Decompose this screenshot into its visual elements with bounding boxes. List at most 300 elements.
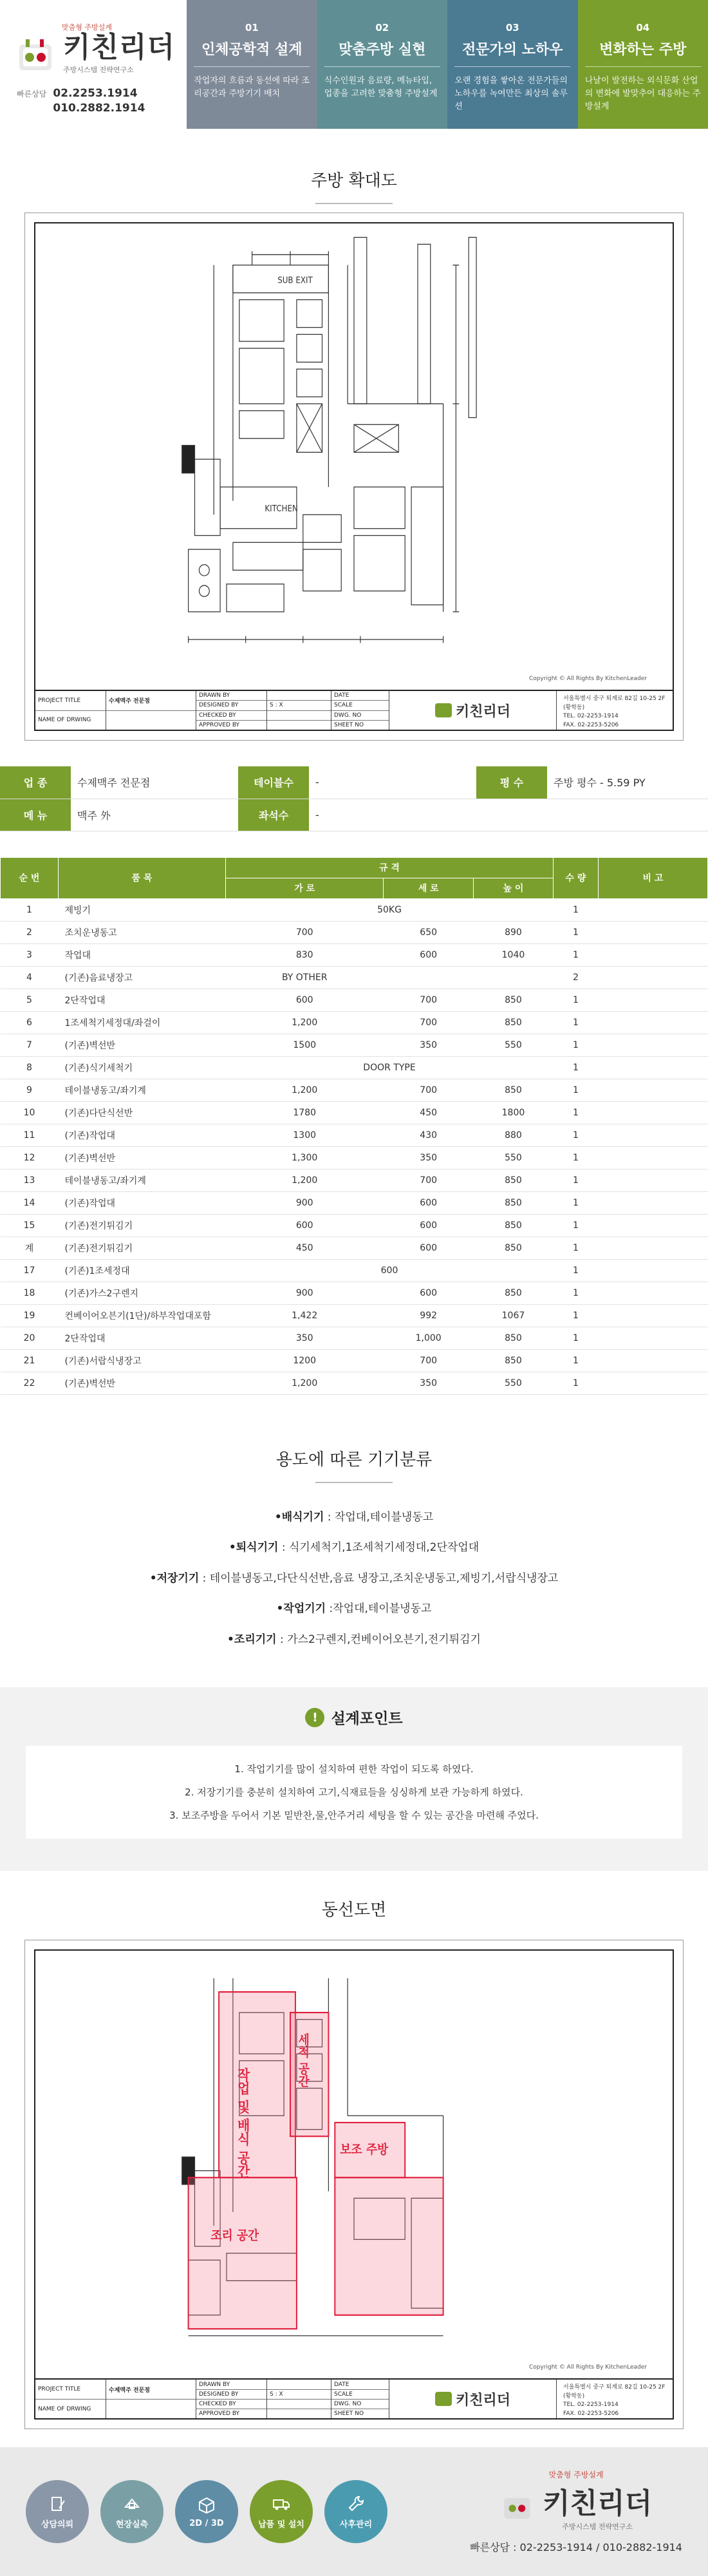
spec-cell-depth: 450 — [384, 1101, 474, 1124]
footer-phone[interactable]: 빠른상담 : 02-2253-1914 / 010-2882-1914 — [470, 2541, 682, 2553]
spec-cell-note — [599, 1034, 708, 1056]
fax-text: FAX. 02-2253-5206 — [563, 2410, 619, 2417]
spec-cell-qty: 1 — [554, 1349, 599, 1372]
zone-label-washing: 세척 공간 — [296, 2033, 310, 2088]
spec-cell-width: 1500 — [226, 1034, 384, 1056]
info-value-area: 주방 평수 - 5.59 PY — [547, 766, 708, 799]
spec-cell-height: 850 — [473, 1214, 553, 1236]
spec-cell-width: 600 — [226, 989, 384, 1011]
spec-cell-note — [599, 1327, 708, 1349]
spec-cell-qty: 1 — [554, 943, 599, 966]
spec-row — [1, 1349, 708, 1372]
tb-meta — [331, 691, 389, 730]
step-survey-button[interactable] — [100, 2480, 163, 2543]
spec-cell-depth: 700 — [384, 989, 474, 1011]
phone-number-2[interactable]: 010.2882.1914 — [53, 101, 145, 115]
spec-cell-depth: 430 — [384, 1124, 474, 1146]
tb-logo-icon — [435, 2392, 452, 2406]
feature-panel-1 — [187, 0, 317, 129]
footer-brand — [470, 2469, 708, 2554]
spec-cell-note — [599, 1169, 708, 1191]
spec-row — [1, 1169, 708, 1191]
scale-value: S : X — [267, 701, 331, 710]
zone-label-cooking: 조리 공간 — [210, 2229, 259, 2244]
footer-subtitle: 주방시스템 전략연구소 — [562, 2523, 633, 2531]
spec-cell-item: (기존)음료냉장고 — [59, 966, 226, 989]
fax-text: FAX. 02-2253-5206 — [563, 721, 619, 728]
spec-cell-width: 700 — [226, 921, 384, 943]
step-label: 현장실측 — [115, 2519, 149, 2530]
step-aftercare-button[interactable] — [324, 2480, 387, 2543]
spec-cell-width: BY OTHER — [226, 966, 384, 989]
info-row-2 — [0, 799, 708, 831]
spec-cell-depth: 700 — [384, 1349, 474, 1372]
spec-cell-note — [599, 1191, 708, 1214]
logo-row[interactable] — [17, 33, 187, 75]
spec-cell-depth — [384, 966, 474, 989]
design-point-item: 2. 저장기기를 충분히 설치하여 고기,식재료들을 싱싱하게 보관 가능하게 하였다. — [185, 1786, 523, 1799]
panel-description: 작업자의 흐름과 동선에 따라 조리공간과 주방기기 배치 — [194, 76, 310, 99]
tb-brand-name: 키친리더 — [455, 703, 510, 720]
panel-description: 오랜 경험을 쌓아온 전문가들의 노하우를 녹여만든 최상의 솔루션 — [454, 76, 568, 112]
section-kitchen-detail-header — [0, 129, 708, 213]
spec-cell-depth: 600 — [384, 1236, 474, 1259]
spec-cell-merged: 600 — [226, 1259, 554, 1282]
spec-cell-note — [599, 1214, 708, 1236]
spec-cell-item: 테이블냉동고/좌기계 — [59, 1169, 226, 1191]
spec-cell-no: 8 — [1, 1056, 59, 1079]
phone-number-1[interactable]: 02.2253.1914 — [53, 87, 138, 100]
info-label-area: 평 수 — [476, 766, 547, 799]
spec-row — [1, 1124, 708, 1146]
spec-cell-width: 830 — [226, 943, 384, 966]
panel-title: 인체공학적 설계 — [201, 42, 303, 58]
panel-description: 식수인원과 음료량, 메뉴타입, 업종을 고려한 맞춤형 주방설계 — [324, 76, 438, 99]
spec-cell-qty: 1 — [554, 1034, 599, 1056]
spec-row — [1, 1079, 708, 1101]
phone-label: 빠른상담 — [17, 90, 47, 99]
zone-label-serving: 작업 및 배식 공간 — [235, 2067, 250, 2179]
spec-cell-height: 850 — [473, 1169, 553, 1191]
checked-by-label: CHECKED BY — [196, 2400, 266, 2409]
spec-cell-depth: 700 — [384, 1011, 474, 1034]
col-header-width: 가 로 — [226, 878, 384, 898]
spec-cell-no: 20 — [1, 1327, 59, 1349]
spec-cell-width: 1,300 — [226, 1146, 384, 1169]
approved-by-label: APPROVED BY — [199, 721, 240, 728]
spec-cell-no: 12 — [1, 1146, 59, 1169]
step-delivery-button[interactable] — [250, 2480, 313, 2543]
design-point-item: 1. 작업기기를 많이 설치하여 편한 작업이 되도록 하였다. — [234, 1763, 474, 1776]
spec-cell-depth: 350 — [384, 1146, 474, 1169]
design-points — [0, 1687, 708, 1871]
spec-cell-width: 1300 — [226, 1124, 384, 1146]
spec-cell-qty: 1 — [554, 1214, 599, 1236]
address-text: 서울특별시 중구 퇴계로 82길 10-25 2F (황학동) — [563, 2384, 666, 2400]
equipment-classification — [0, 1446, 708, 1656]
spec-cell-height: 850 — [473, 1349, 553, 1372]
spec-cell-height: 1800 — [473, 1101, 553, 1124]
spec-cell-merged: 50KG — [226, 898, 554, 921]
classification-list — [0, 1502, 708, 1656]
spec-cell-qty: 1 — [554, 1259, 599, 1282]
spec-cell-no: 6 — [1, 1011, 59, 1034]
drawing-name-label: NAME OF DRWING — [38, 717, 91, 724]
project-title-value: 수제맥주 전문점 — [106, 691, 196, 711]
section-title: 주방 확대도 — [311, 171, 397, 191]
spec-cell-note — [599, 966, 708, 989]
panel-divider — [454, 66, 570, 67]
info-label-business: 업 종 — [0, 766, 71, 799]
info-value-business: 수제맥주 전문점 — [71, 766, 238, 799]
tb-scale — [267, 691, 331, 730]
spec-cell-depth: 992 — [384, 1304, 474, 1327]
project-info-table — [0, 766, 708, 831]
spec-row — [1, 989, 708, 1011]
spec-cell-qty: 1 — [554, 1101, 599, 1124]
spec-cell-no: 13 — [1, 1169, 59, 1191]
spec-cell-note — [599, 1124, 708, 1146]
spec-cell-width: 1,422 — [226, 1304, 384, 1327]
spec-cell-note — [599, 1056, 708, 1079]
project-title-label: PROJECT TITLE — [35, 2380, 106, 2400]
spec-cell-note — [599, 1011, 708, 1034]
spec-cell-note — [599, 1282, 708, 1304]
col-header-qty: 수 량 — [554, 857, 599, 898]
spec-cell-depth: 350 — [384, 1034, 474, 1056]
spec-cell-no: 17 — [1, 1259, 59, 1282]
spec-cell-item: (기존)벽선반 — [59, 1146, 226, 1169]
spec-row — [1, 898, 708, 921]
spec-cell-qty: 2 — [554, 966, 599, 989]
spec-cell-item: (기존)작업대 — [59, 1124, 226, 1146]
wrench-icon — [346, 2494, 366, 2514]
spec-row — [1, 1327, 708, 1349]
spec-row — [1, 1056, 708, 1079]
zone-label-sub-kitchen: 보조 주방 — [340, 2143, 389, 2157]
col-header-note: 비 고 — [599, 857, 708, 898]
spec-cell-qty: 1 — [554, 1282, 599, 1304]
drawn-by-label: DRAWN BY — [196, 691, 266, 701]
spec-cell-height: 880 — [473, 1124, 553, 1146]
kitchen-floor-plan — [24, 213, 684, 741]
spec-cell-no: 3 — [1, 943, 59, 966]
tb-staff — [196, 691, 267, 730]
classification-value: :작업대,테이블냉동고 — [326, 1602, 432, 1616]
spec-cell-height: 850 — [473, 989, 553, 1011]
tb-values — [106, 691, 196, 730]
drawing-title-block — [35, 690, 673, 730]
design-points-title: 설계포인트 — [331, 1710, 403, 1728]
tb-brand — [389, 691, 557, 730]
spec-cell-item: 작업대 — [59, 943, 226, 966]
info-label-seats: 좌석수 — [238, 799, 309, 831]
classification-line — [0, 1502, 708, 1533]
scale-value: S : X — [267, 2390, 331, 2400]
spec-row — [1, 1034, 708, 1056]
spec-cell-depth: 600 — [384, 1214, 474, 1236]
approved-by-label: APPROVED BY — [199, 2410, 240, 2418]
panel-title: 맞춤주방 실현 — [339, 42, 426, 58]
drawing-name-label: NAME OF DRWING — [38, 2405, 91, 2412]
spec-cell-no: 1 — [1, 898, 59, 921]
spec-cell-qty: 1 — [554, 1327, 599, 1349]
step-label: 2D / 3D — [189, 2518, 224, 2528]
date-label: DATE — [331, 2380, 389, 2389]
col-header-no: 순 번 — [1, 857, 59, 898]
spec-header-row — [1, 857, 708, 878]
equipment-spec-table — [0, 857, 708, 1395]
classification-key: • 작업기기 — [277, 1602, 326, 1615]
spec-cell-height: 550 — [473, 1034, 553, 1056]
designed-by-label: DESIGNED BY — [196, 701, 266, 710]
step-label: 납품 및 설치 — [258, 2519, 304, 2530]
project-title-label: PROJECT TITLE — [35, 691, 106, 711]
scale-label: SCALE — [331, 2390, 389, 2400]
kitchen-label: KITCHEN — [265, 503, 298, 513]
spec-cell-no: 7 — [1, 1034, 59, 1056]
panel-title: 전문가의 노하우 — [462, 42, 563, 58]
spec-cell-note — [599, 1146, 708, 1169]
tb-brand-name: 키친리더 — [455, 2392, 510, 2409]
spec-cell-depth: 600 — [384, 943, 474, 966]
info-value-menu: 맥주 外 — [71, 799, 238, 831]
project-title-value: 수제맥주 전문점 — [106, 2380, 196, 2400]
floor-plan-sheet — [34, 222, 674, 731]
spec-cell-width: 1,200 — [226, 1372, 384, 1394]
spec-cell-note — [599, 1304, 708, 1327]
spec-cell-item: 조치운냉동고 — [59, 921, 226, 943]
spec-row — [1, 1011, 708, 1034]
address-text: 서울특별시 중구 퇴계로 82길 10-25 2F (황학동) — [563, 696, 666, 711]
classification-title-underline — [315, 1482, 393, 1483]
spec-table-body — [1, 898, 708, 1394]
classification-key: • 조리기기 — [227, 1633, 277, 1646]
spec-row — [1, 1259, 708, 1282]
spec-cell-width: 350 — [226, 1327, 384, 1349]
spec-cell-item: (기존)벽선반 — [59, 1372, 226, 1394]
spec-cell-qty: 1 — [554, 1372, 599, 1394]
classification-key: • 퇴식기기 — [229, 1541, 279, 1554]
classification-value: : 작업대,테이블냉동고 — [324, 1510, 434, 1524]
spec-cell-qty: 1 — [554, 1079, 599, 1101]
spec-cell-depth: 350 — [384, 1372, 474, 1394]
tel-text: TEL. 02-2253-1914 — [563, 713, 619, 719]
spec-cell-width: 450 — [226, 1236, 384, 1259]
info-label-menu: 메 뉴 — [0, 799, 71, 831]
spec-cell-item: (기존)벽선반 — [59, 1034, 226, 1056]
classification-line — [0, 1564, 708, 1595]
spec-cell-item: 테이블냉동고/좌기계 — [59, 1079, 226, 1101]
equipment-spec — [0, 857, 708, 1395]
spec-cell-no: 14 — [1, 1191, 59, 1214]
spec-cell-qty: 1 — [554, 1191, 599, 1214]
panel-divider — [324, 66, 440, 67]
sheet-no-label: SHEET NO — [334, 721, 364, 728]
spec-cell-qty: 1 — [554, 1146, 599, 1169]
spec-cell-note — [599, 1079, 708, 1101]
spec-cell-width: 1200 — [226, 1349, 384, 1372]
spec-cell-item: (기존)작업대 — [59, 1191, 226, 1214]
spec-cell-depth: 650 — [384, 921, 474, 943]
classification-value: : 테이블냉동고,다단식선반,음료 냉장고,조치운냉동고,제빙기,서랍식냉장고 — [199, 1571, 559, 1585]
spec-cell-no: 21 — [1, 1349, 59, 1372]
spec-cell-merged: DOOR TYPE — [226, 1056, 554, 1079]
brand-tagline: 맞춤형 주방설계 — [62, 23, 112, 32]
flow-plan-sheet — [34, 1949, 674, 2420]
spec-cell-width: 600 — [226, 1214, 384, 1236]
classification-line — [0, 1594, 708, 1625]
spec-cell-note — [599, 989, 708, 1011]
flow-title-block — [35, 2378, 673, 2418]
spec-cell-height: 850 — [473, 1079, 553, 1101]
spec-cell-no: 10 — [1, 1101, 59, 1124]
feature-panel-4 — [578, 0, 708, 129]
spec-cell-item: (기존)서랍식냉장고 — [59, 1349, 226, 1372]
design-points-header — [0, 1707, 708, 1728]
spec-cell-width: 900 — [226, 1282, 384, 1304]
tel-text: TEL. 02-2253-1914 — [563, 2401, 619, 2409]
drawn-by-label: DRAWN BY — [196, 2380, 266, 2389]
dwg-no-label: DWG. NO — [331, 2400, 389, 2409]
dwg-no-label: DWG. NO — [331, 711, 389, 721]
flow-copyright: Copyright © All Rights By KitchenLeader — [528, 2363, 647, 2371]
panel-divider — [194, 66, 310, 67]
spec-cell-note — [599, 1101, 708, 1124]
spec-cell-item: 2단작업대 — [59, 989, 226, 1011]
spec-cell-no: 5 — [1, 989, 59, 1011]
col-header-height: 높 이 — [473, 878, 553, 898]
section-title-underline — [315, 203, 393, 204]
spec-cell-no: 11 — [1, 1124, 59, 1146]
spec-cell-width: 1780 — [226, 1101, 384, 1124]
spec-cell-depth: 600 — [384, 1191, 474, 1214]
ruler-icon — [122, 2494, 142, 2514]
spec-cell-item: (기존)다단식선반 — [59, 1101, 226, 1124]
spec-cell-item: 1조세척기세정대/좌걸이 — [59, 1011, 226, 1034]
flow-plan-drawing — [35, 1951, 673, 2418]
step-label: 상담의뢰 — [41, 2519, 74, 2530]
spec-row — [1, 921, 708, 943]
spec-row — [1, 1282, 708, 1304]
brand-logo-icon — [17, 34, 57, 74]
info-label-tables: 테이블수 — [238, 766, 309, 799]
panel-divider — [585, 66, 701, 67]
panel-number: 01 — [245, 22, 259, 33]
spec-row — [1, 1372, 708, 1394]
pencil-icon — [48, 2494, 67, 2514]
classification-value: : 식기세척기,1조세척기세정대,2단작업대 — [278, 1541, 480, 1555]
classification-key: • 배식기기 — [275, 1511, 324, 1524]
spec-cell-qty: 1 — [554, 1011, 599, 1034]
spec-cell-item: (기존)전기튀김기 — [59, 1236, 226, 1259]
spec-cell-no: 9 — [1, 1079, 59, 1101]
spec-cell-depth: 1,000 — [384, 1327, 474, 1349]
spec-cell-height: 850 — [473, 1282, 553, 1304]
panel-number: 03 — [505, 22, 519, 33]
date-label: DATE — [331, 691, 389, 701]
info-value-tables: - — [309, 766, 476, 799]
scale-label: SCALE — [331, 701, 389, 710]
spec-row — [1, 1236, 708, 1259]
spec-row — [1, 1101, 708, 1124]
spec-cell-no: 4 — [1, 966, 59, 989]
spec-cell-item: (기존)1조세정대 — [59, 1259, 226, 1282]
spec-cell-note — [599, 921, 708, 943]
cube-icon — [197, 2496, 216, 2515]
spec-cell-width: 1,200 — [226, 1169, 384, 1191]
design-points-list — [26, 1746, 682, 1839]
spec-cell-no: 18 — [1, 1282, 59, 1304]
spec-cell-width: 900 — [226, 1191, 384, 1214]
spec-cell-qty: 1 — [554, 1304, 599, 1327]
spec-cell-width: 1,200 — [226, 1079, 384, 1101]
spec-row — [1, 943, 708, 966]
step-design-button[interactable] — [175, 2480, 238, 2543]
spec-row — [1, 1146, 708, 1169]
brand-block — [0, 0, 187, 129]
spec-cell-depth: 600 — [384, 1282, 474, 1304]
footer-brand-name: 키친리더 — [543, 2487, 653, 2520]
spec-cell-note — [599, 1236, 708, 1259]
spec-cell-no: 22 — [1, 1372, 59, 1394]
spec-cell-height: 550 — [473, 1146, 553, 1169]
spec-cell-height: 850 — [473, 1011, 553, 1034]
spec-cell-height: 850 — [473, 1327, 553, 1349]
spec-cell-note — [599, 943, 708, 966]
spec-cell-height: 550 — [473, 1372, 553, 1394]
page-header — [0, 0, 708, 129]
classification-title: 용도에 따른 기기분류 — [275, 1450, 433, 1470]
project-info — [0, 766, 708, 831]
brand-name: 키친리더 — [63, 31, 176, 64]
info-value-seats: - — [309, 799, 476, 831]
spec-cell-height — [473, 966, 553, 989]
spec-cell-note — [599, 1372, 708, 1394]
spec-cell-item: (기존)가스2구렌지 — [59, 1282, 226, 1304]
classification-value: : 가스2구렌지,컨베이어오븐기,전기튀김기 — [276, 1633, 481, 1646]
spec-cell-note — [599, 1349, 708, 1372]
footer-tagline: 맞춤형 주방설계 — [548, 2470, 604, 2479]
spec-row — [1, 1191, 708, 1214]
spec-cell-height: 850 — [473, 1236, 553, 1259]
designed-by-label: DESIGNED BY — [196, 2390, 266, 2400]
spec-cell-qty: 1 — [554, 1169, 599, 1191]
spec-cell-depth: 700 — [384, 1169, 474, 1191]
spec-row — [1, 1304, 708, 1327]
spec-cell-qty: 1 — [554, 921, 599, 943]
checked-by-label: CHECKED BY — [196, 711, 266, 721]
sheet-no-label: SHEET NO — [334, 2410, 364, 2418]
spec-cell-height: 1067 — [473, 1304, 553, 1327]
classification-key: • 저장기기 — [150, 1572, 200, 1585]
flow-floor-plan — [24, 1940, 684, 2429]
design-point-item: 3. 보조주방을 두어서 기본 밑반찬,물,안주거리 세팅을 할 수 있는 공간을 마련해 주었다. — [169, 1810, 539, 1822]
brand-subtitle: 주방시스템 전략연구소 — [63, 66, 134, 74]
col-header-spec: 규 격 — [226, 857, 554, 878]
step-consult-button[interactable] — [26, 2480, 89, 2543]
exclamation-icon: ! — [305, 1708, 324, 1727]
spec-cell-no: 2 — [1, 921, 59, 943]
footer-logo-icon — [500, 2490, 536, 2522]
spec-cell-no: 19 — [1, 1304, 59, 1327]
col-header-depth: 세 로 — [384, 878, 474, 898]
spec-cell-qty: 1 — [554, 1236, 599, 1259]
spec-cell-qty: 1 — [554, 989, 599, 1011]
tb-labels — [35, 691, 106, 730]
spec-cell-width: 1,200 — [226, 1011, 384, 1034]
col-header-item: 품 목 — [59, 857, 226, 898]
